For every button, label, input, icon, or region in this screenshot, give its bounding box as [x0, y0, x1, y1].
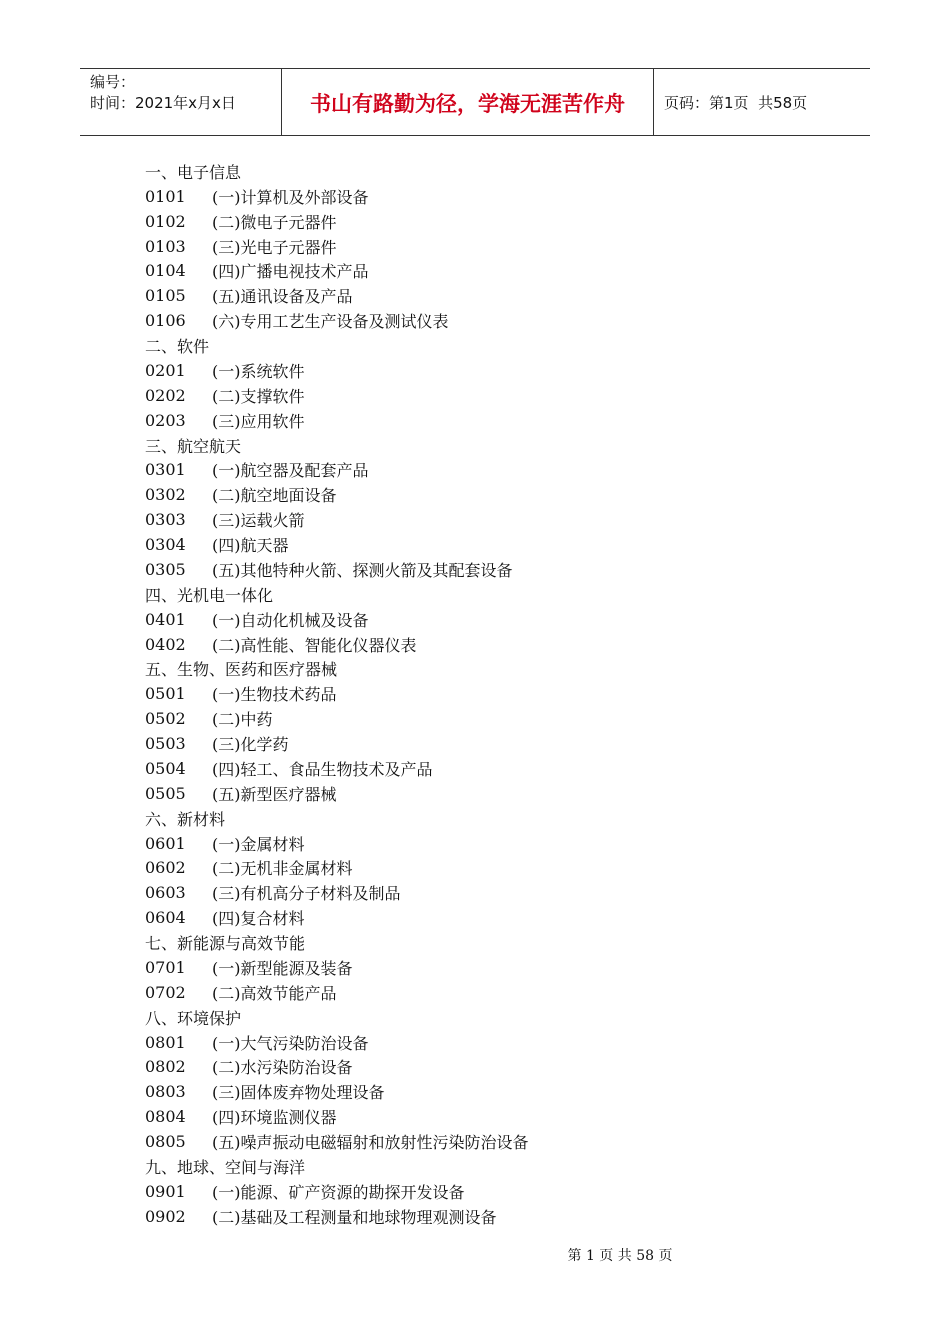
header-page-info	[654, 69, 870, 135]
section-heading: 七、新能源与高效节能	[145, 934, 306, 954]
catalog-item	[145, 632, 529, 657]
item-code: 0202	[145, 385, 186, 405]
catalog-item	[145, 234, 529, 259]
item-name: (一)系统软件	[212, 361, 305, 381]
catalog-item	[145, 557, 529, 582]
catalog-item	[145, 1030, 529, 1055]
header-motto: 书山有路勤为径，学海无涯苦作舟	[282, 69, 654, 135]
item-code: 0203	[145, 410, 186, 430]
item-code: 0802	[145, 1057, 186, 1077]
item-code: 0401	[145, 609, 186, 629]
item-code: 0804	[145, 1107, 186, 1127]
header-page-label: 页码：第1页 共58页	[664, 93, 808, 112]
item-name: (四)环境监测仪器	[212, 1108, 337, 1128]
item-code: 0106	[145, 311, 186, 331]
catalog-item	[145, 482, 529, 507]
item-name: (一)新型能源及装备	[212, 958, 353, 978]
item-name: (二)高性能、智能化仪器仪表	[212, 635, 417, 655]
catalog-list	[145, 159, 529, 1229]
item-name: (二)水污染防治设备	[212, 1058, 353, 1078]
item-name: (四)航天器	[212, 536, 289, 556]
item-code: 0102	[145, 211, 186, 231]
item-code: 0303	[145, 510, 186, 530]
catalog-item	[145, 1104, 529, 1129]
catalog-item	[145, 209, 529, 234]
item-name: (二)高效节能产品	[212, 983, 337, 1003]
item-name: (一)大气污染防治设备	[212, 1033, 369, 1053]
item-code: 0103	[145, 236, 186, 256]
item-name: (一)能源、矿产资源的勘探开发设备	[212, 1182, 465, 1202]
item-code: 0801	[145, 1032, 186, 1052]
item-code: 0501	[145, 684, 186, 704]
catalog-item	[145, 283, 529, 308]
catalog-item	[145, 1055, 529, 1080]
item-code: 0902	[145, 1206, 186, 1226]
catalog-item	[145, 1129, 529, 1154]
catalog-item	[145, 184, 529, 209]
item-code: 0604	[145, 908, 186, 928]
item-code: 0901	[145, 1181, 186, 1201]
item-name: (三)有机高分子材料及制品	[212, 884, 401, 904]
catalog-item	[145, 706, 529, 731]
catalog-item	[145, 308, 529, 333]
item-name: (一)计算机及外部设备	[212, 187, 369, 207]
item-name: (五)新型医疗器械	[212, 784, 337, 804]
catalog-item	[145, 905, 529, 930]
item-name: (一)自动化机械及设备	[212, 610, 369, 630]
catalog-item	[145, 1204, 529, 1229]
item-name: (三)固体废弃物处理设备	[212, 1083, 385, 1103]
item-name: (三)化学药	[212, 735, 289, 755]
item-code: 0402	[145, 634, 186, 654]
section-heading: 五、生物、医药和医疗器械	[145, 660, 338, 680]
catalog-item	[145, 607, 529, 632]
item-name: (六)专用工艺生产设备及测试仪表	[212, 312, 449, 332]
item-code: 0105	[145, 286, 186, 306]
item-code: 0301	[145, 460, 186, 480]
catalog-item	[145, 955, 529, 980]
catalog-item	[145, 756, 529, 781]
doc-number-label: 编号：	[90, 73, 136, 91]
item-code: 0601	[145, 833, 186, 853]
item-name: (二)无机非金属材料	[212, 859, 353, 879]
catalog-item	[145, 880, 529, 905]
item-code: 0305	[145, 559, 186, 579]
item-code: 0504	[145, 758, 186, 778]
item-name: (三)运载火箭	[212, 511, 305, 531]
page-header	[80, 68, 870, 136]
catalog-item	[145, 731, 529, 756]
catalog-item	[145, 358, 529, 383]
item-name: (一)金属材料	[212, 834, 305, 854]
catalog-item	[145, 856, 529, 881]
section-heading: 三、航空航天	[145, 436, 242, 456]
section-heading: 八、环境保护	[145, 1008, 242, 1028]
item-name: (二)微电子元器件	[212, 212, 337, 232]
item-code: 0503	[145, 734, 186, 754]
item-name: (五)通讯设备及产品	[212, 287, 353, 307]
item-name: (二)支撑软件	[212, 386, 305, 406]
header-meta	[80, 69, 282, 135]
item-name: (二)基础及工程测量和地球物理观测设备	[212, 1207, 497, 1227]
item-code: 0302	[145, 485, 186, 505]
item-name: (三)光电子元器件	[212, 237, 337, 257]
item-code: 0805	[145, 1132, 186, 1152]
catalog-item	[145, 259, 529, 284]
item-name: (五)噪声振动电磁辐射和放射性污染防治设备	[212, 1133, 529, 1153]
catalog-item	[145, 507, 529, 532]
item-name: (三)应用软件	[212, 411, 305, 431]
page-footer: 第 1 页 共 58 页	[567, 1248, 673, 1264]
item-code: 0201	[145, 360, 186, 380]
section-heading: 九、地球、空间与海洋	[145, 1157, 306, 1177]
item-name: (一)生物技术药品	[212, 685, 337, 705]
item-code: 0101	[145, 186, 186, 206]
catalog-item	[145, 408, 529, 433]
doc-time-label: 时间：2021年x月x日	[90, 94, 236, 112]
section-heading: 二、软件	[145, 337, 210, 357]
item-name: (五)其他特种火箭、探测火箭及其配套设备	[212, 560, 513, 580]
catalog-item	[145, 458, 529, 483]
catalog-item	[145, 383, 529, 408]
item-code: 0104	[145, 261, 186, 281]
section-heading: 六、新材料	[145, 809, 226, 829]
item-code: 0602	[145, 858, 186, 878]
catalog-item	[145, 781, 529, 806]
section-heading: 一、电子信息	[145, 162, 242, 182]
item-code: 0304	[145, 535, 186, 555]
item-code: 0502	[145, 709, 186, 729]
item-code: 0505	[145, 783, 186, 803]
item-code: 0803	[145, 1082, 186, 1102]
item-name: (二)中药	[212, 710, 273, 730]
catalog-item	[145, 681, 529, 706]
item-code: 0603	[145, 883, 186, 903]
item-name: (一)航空器及配套产品	[212, 461, 369, 481]
item-code: 0701	[145, 957, 186, 977]
catalog-item	[145, 1179, 529, 1204]
catalog-item	[145, 1079, 529, 1104]
item-name: (四)轻工、食品生物技术及产品	[212, 759, 433, 779]
catalog-item	[145, 980, 529, 1005]
section-heading: 四、光机电一体化	[145, 585, 274, 605]
item-name: (四)广播电视技术产品	[212, 262, 369, 282]
item-name: (四)复合材料	[212, 909, 305, 929]
item-name: (二)航空地面设备	[212, 486, 337, 506]
catalog-item	[145, 532, 529, 557]
catalog-item	[145, 831, 529, 856]
item-code: 0702	[145, 982, 186, 1002]
